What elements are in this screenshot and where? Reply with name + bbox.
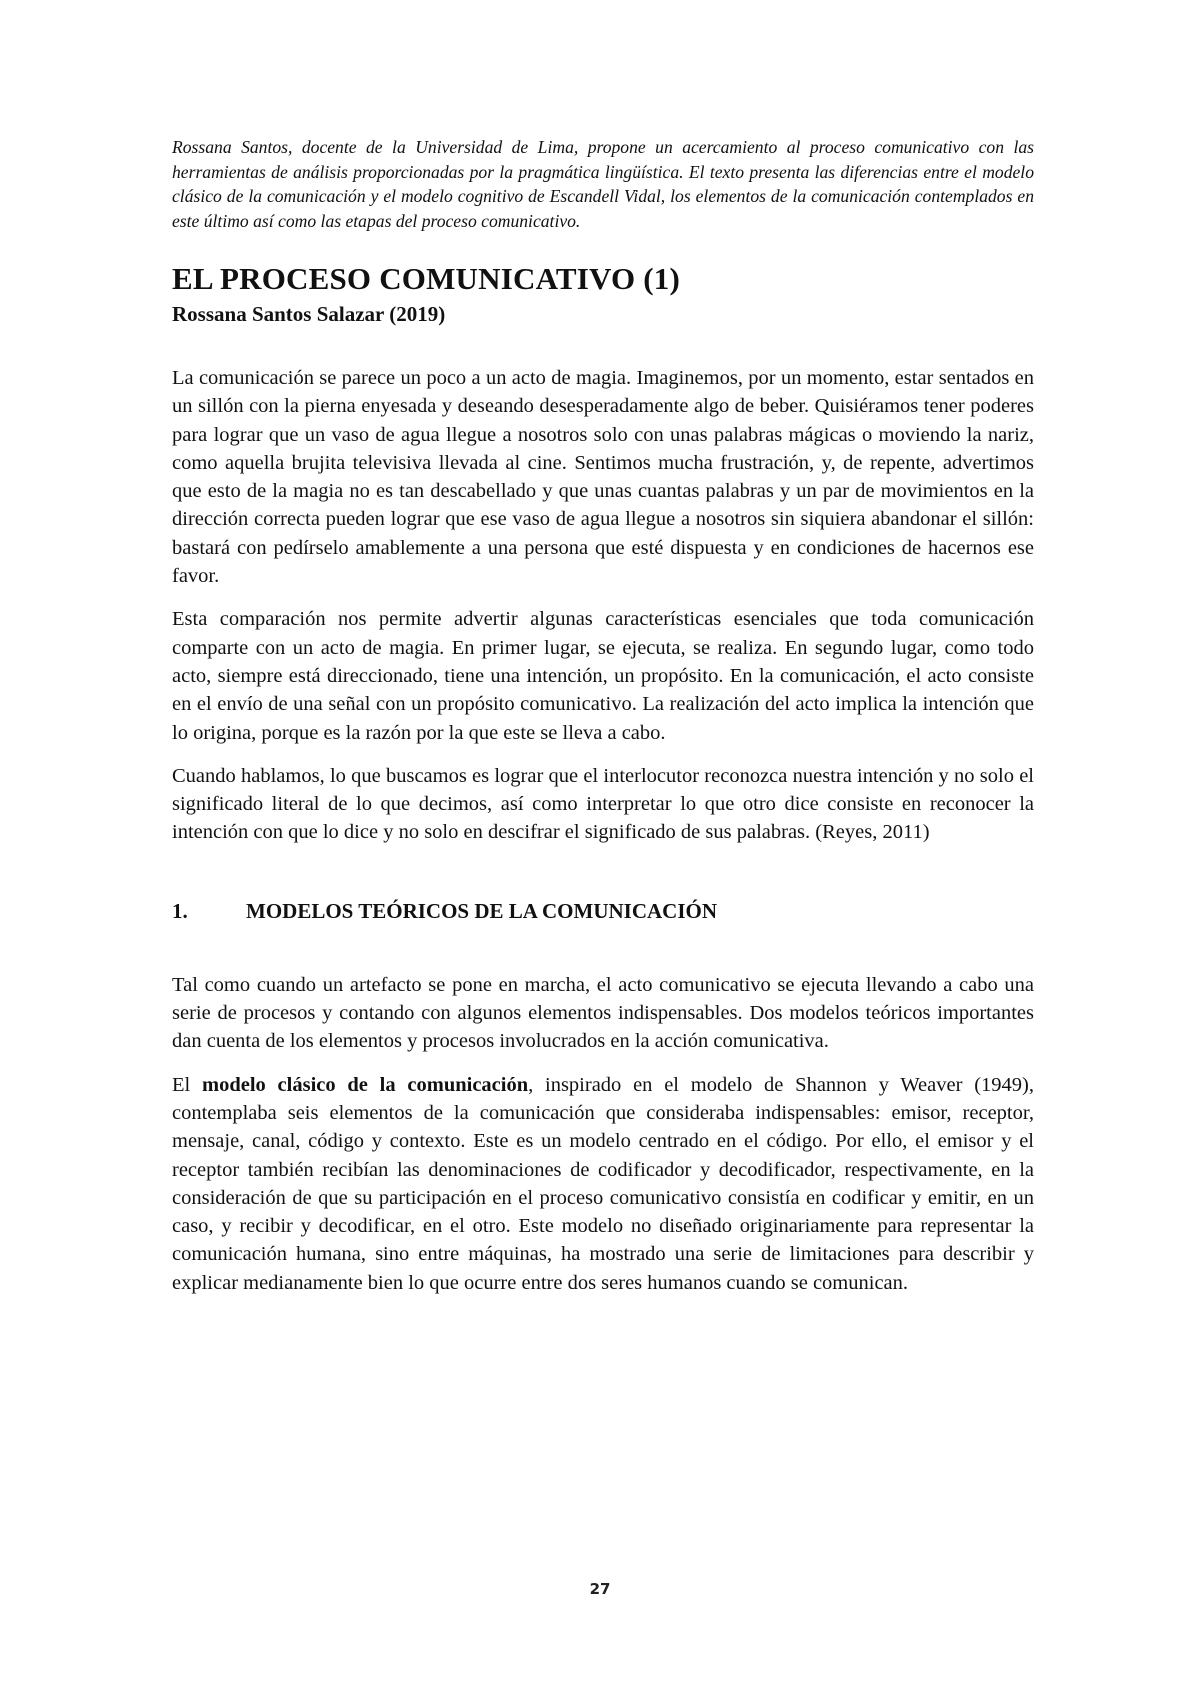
document-author: Rossana Santos Salazar (2019) (172, 302, 446, 326)
body-paragraph-1: La comunicación se parece un poco a un acto de magia. Imaginemos, por un momento, estar sentados en un sillón con la pierna enyesada y deseando desesperadamente algo de beber. Quisiéramos tener poderes para lograr que un vaso de agua llegue a nosotros solo con unas palabras mágicas o moviendo la nariz, como aquella brujita televisiva llevada al cine. Sentimos mucha frustración, y, de repente, advertimos que esto de la magia no es tan descabellado y que unas cuantas palabras y un par de movimientos en la dirección correcta pueden lograr que ese vaso de agua llegue a nosotros sin siquiera abandonar el sillón: bastará con pedírselo amablemente a una persona que esté dispuesta y en condiciones de hacernos ese favor. (172, 367, 1034, 588)
intro-summary: Rossana Santos, docente de la Universidad de Lima, propone un acercamiento al proceso comunicativo con las herramientas de análisis proporcionadas por la pragmática lingüística. El texto presenta las diferencias entre el modelo clásico de la comunicación y el modelo cognitivo de Escandell Vidal, los elementos de la comunicación contemplados en este último así como las etapas del proceso comunicativo. (172, 137, 1034, 231)
section-paragraph-2 (172, 1071, 1034, 1297)
body-paragraph-3: Cuando hablamos, lo que buscamos es lograr que el interlocutor reconozca nuestra intención y no solo el significado literal de lo que decimos, así como interpretar lo que otro dice consiste en reconocer la intención con que lo dice y no solo en descifrar el significado de sus palabras. (Reyes, 2011) (172, 764, 1034, 844)
section-number: 1. (172, 898, 188, 923)
section-paragraph-1: Tal como cuando un artefacto se pone en marcha, el acto comunicativo se ejecuta llevando a cabo una serie de procesos y contando con algunos elementos indispensables. Dos modelos teóricos importantes dan cuenta de los elementos y procesos involucrados en la acción comunicativa. (172, 973, 1034, 1053)
section-title: MODELOS TEÓRICOS DE LA COMUNICACIÓN (246, 898, 718, 923)
body-paragraph-2: Esta comparación nos permite advertir algunas características esenciales que toda comunicación comparte con un acto de magia. En primer lugar, se ejecuta, se realiza. En segundo lugar, como todo acto, siempre está direccionado, tiene una intención, un propósito. En la comunicación, el acto consiste en el envío de una señal con un propósito comunicativo. La realización del acto implica la intención que lo origina, porque es la razón por la que este se lleva a cabo. (172, 608, 1034, 744)
document-page (172, 135, 1034, 1297)
document-title: EL PROCESO COMUNICATIVO (1) (172, 261, 680, 296)
page-number: 27 (589, 1580, 611, 1598)
classic-model-term: modelo clásico de la comunicación (202, 1073, 529, 1096)
classic-model-lead: El (172, 1073, 191, 1096)
classic-model-text: , inspirado en el modelo de Shannon y Weaver (1949), contemplaba seis elementos de la comunicación que consideraba indispensables: emisor, receptor, mensaje, canal, código y contexto. Este es un modelo centrado en el código. Por ello, el emisor y el receptor también recibían las denominaciones de codificador y decodificador, respectivamente, en la consideración de que su participación en el proceso comunicativo consistía en codificar y emitir, en un caso, y recibir y decodificar, en el otro. Este modelo no diseñado originariamente para representar la comunicación humana, sino entre máquinas, ha mostrado una serie de limitaciones para describir y explicar medianamente bien lo que ocurre entre dos seres humanos cuando se comunican. (172, 1073, 1034, 1294)
section-heading (172, 897, 1034, 925)
